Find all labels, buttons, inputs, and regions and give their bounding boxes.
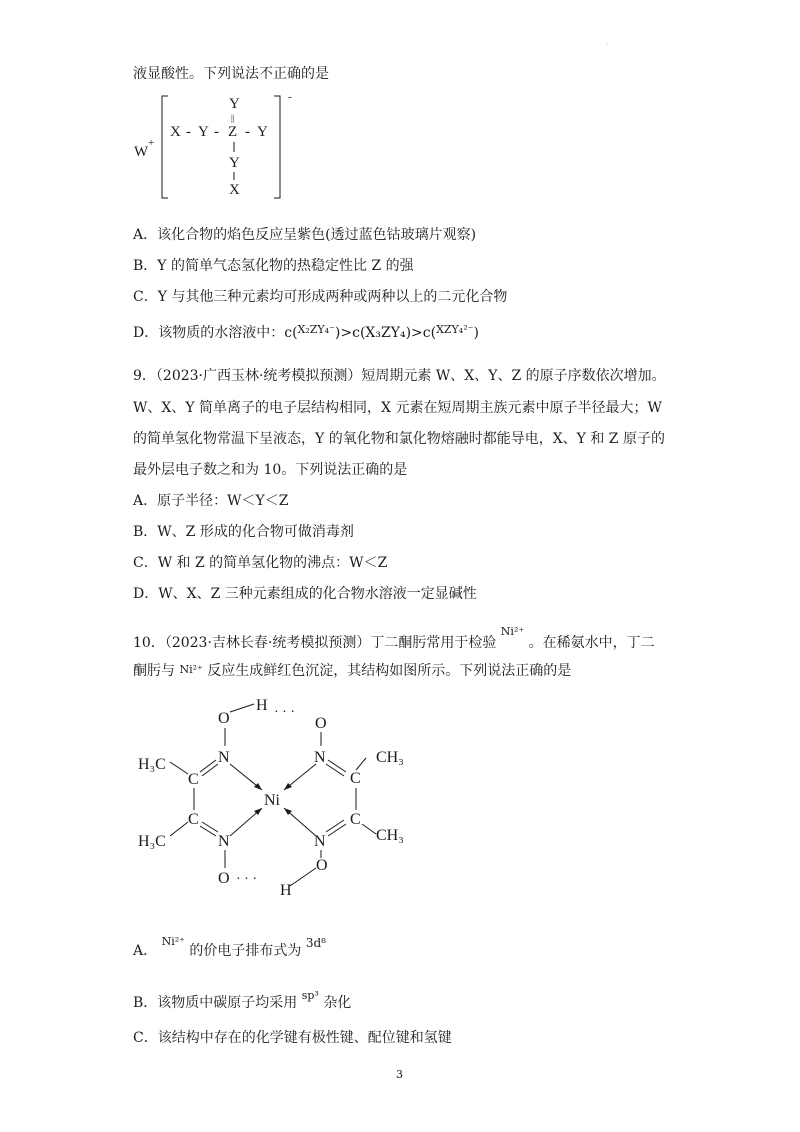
q9-option-c: C．W 和 Z 的简单氢化物的沸点：W＜Z: [133, 555, 388, 571]
q10-l2-post: 反应生成鲜红色沉淀，其结构如图所示。下列说法正确的是: [207, 663, 572, 679]
atom-z: Z: [228, 124, 238, 140]
q10-stem-line1: [133, 622, 655, 653]
atom-n-top-left: N: [218, 749, 230, 766]
bond-1: -: [186, 124, 191, 140]
anion-charge: -: [288, 91, 292, 103]
atom-c-bottom-right: C: [350, 811, 361, 828]
q10-option-a: [133, 932, 326, 961]
bond-3: -: [245, 124, 250, 140]
atom-o-top-left: O: [218, 710, 230, 727]
cation-w: W: [134, 144, 149, 160]
atom-o-top-right: O: [315, 715, 327, 732]
q8-option-a: A．该化合物的焰色反应呈紫色(透过蓝色钴玻璃片观察): [133, 227, 477, 243]
formula-x2zy4: X₂ZY₄⁻: [297, 323, 335, 336]
corner-mark: .: [606, 40, 608, 47]
q9-stem-line1: 9．（2023·广西玉林·统考模拟预测）短周期元素 W、X、Y、Z 的原子序数依次增加。: [133, 368, 666, 384]
q9-option-b: B．W、Z 形成的化合物可做消毒剂: [133, 524, 354, 540]
anion-structure: [130, 90, 310, 205]
q10-b-pre: B．该物质中碳原子均采用: [133, 995, 298, 1011]
q8-d-pre: D．该物质的水溶液中：c(: [133, 325, 298, 341]
atom-n-top-right: N: [314, 749, 326, 766]
atom-c-top-left: C: [188, 771, 199, 788]
formula-xzy4: XZY₄²⁻: [436, 323, 474, 336]
ch3-bottom-right: CH₃: [376, 827, 404, 844]
atom-y-top: Y: [229, 96, 240, 112]
q8-option-b: B．Y 的简单气态氢化物的热稳定性比 Z 的强: [133, 258, 414, 274]
atom-c-top-right: C: [350, 770, 361, 787]
q10-b-post: 杂化: [323, 995, 352, 1011]
ni-ion: Ni²⁺: [179, 663, 203, 676]
nickel-complex-structure: [130, 690, 430, 905]
q8-option-d: [133, 320, 479, 343]
ch3-top-right: CH₃: [376, 749, 404, 766]
q9-option-d: D．W、X、Z 三种元素组成的化合物水溶液一定显碱性: [133, 586, 477, 602]
q10-l1-pre: 10．（2023·吉林长春·统考模拟预测）丁二酮肟常用于检验: [133, 635, 497, 651]
hbond-dots-top: · · ·: [274, 705, 295, 720]
q10-stem-line2: [133, 660, 571, 681]
hbond-dots-bottom: · · ·: [236, 872, 257, 887]
atom-n-bottom-right: N: [314, 833, 326, 850]
q9-stem-line2: W、X、Y 简单离子的电子层结构相同，X 元素在短周期主族元素中原子半径最大；W: [133, 400, 662, 416]
atom-y-left: Y: [198, 124, 209, 140]
atom-n-bottom-left: N: [218, 833, 230, 850]
double-bond: ||: [231, 113, 235, 123]
q9-option-a: A．原子半径：W＜Y＜Z: [133, 493, 289, 509]
atom-x-left: X: [170, 124, 181, 140]
question-intro: 液显酸性。下列说法不正确的是: [133, 66, 329, 82]
q10-a-mid: 的价电子排布式为: [189, 943, 302, 959]
atom-y-right: Y: [257, 124, 268, 140]
page-number: 3: [396, 1068, 403, 1081]
electron-config: 3d⁸: [305, 936, 326, 950]
q10-l1-post: 。在稀氨水中，丁二: [528, 635, 655, 651]
atom-y-bottom: Y: [229, 155, 240, 171]
ni-ion: Ni²⁺: [161, 935, 185, 948]
q8-d-mid: )>c(X₃ZY₄)>c(: [334, 325, 437, 341]
atom-o-bottom-left: O: [218, 870, 230, 887]
atom-h-bottom: H: [280, 882, 292, 899]
hybridization: sp³: [301, 989, 319, 1002]
q8-d-end: ): [473, 325, 479, 341]
q10-option-c: C．该结构中存在的化学键有极性键、配位键和氢键: [133, 1030, 452, 1046]
q10-a-pre: A．: [133, 943, 158, 959]
cation-charge: +: [148, 137, 155, 149]
ch3-top-left: H₃C: [138, 756, 166, 773]
atom-ni: Ni: [264, 792, 280, 809]
q10-option-b: [133, 986, 351, 1013]
atom-o-bottom-right: O: [316, 857, 328, 874]
bond-2: -: [214, 124, 219, 140]
ni-ion: Ni²⁺: [500, 625, 525, 638]
q10-l2-pre: 酮肟与: [133, 663, 175, 679]
atom-c-bottom-left: C: [188, 811, 199, 828]
atom-x-bottom: X: [229, 182, 240, 198]
q8-option-c: C．Y 与其他三种元素均可形成两种或两种以上的二元化合物: [133, 289, 508, 305]
ch3-bottom-left: H₃C: [138, 833, 166, 850]
q9-stem-line4: 最外层电子数之和为 10。下列说法正确的是: [133, 462, 408, 478]
q9-stem-line3: 的简单氢化物常温下呈液态，Y 的氧化物和氯化物熔融时都能导电，X、Y 和 Z 原子的: [133, 431, 665, 447]
atom-h-top: H: [256, 697, 268, 714]
